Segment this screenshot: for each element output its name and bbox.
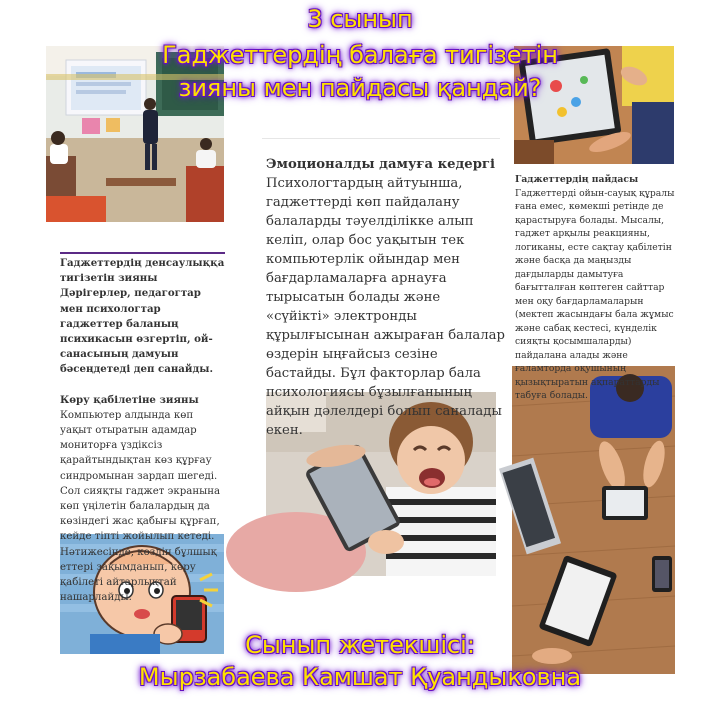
right-column bbox=[515, 173, 675, 403]
gadget-benefits-body: Гаджеттерді ойын-сауық құралы ғана емес, көмекші ретінде де қарастыруға болады. Мысалы, гаджет арқылы реакцияны, логиканы, есте сақтау қабілетін және басқа да маңызды дағдыларды дамытуға бағытталған көптеген сайттар мен оқу бағдарламаларын (мектеп жасындағы бала жұмыс және сабақ кестесі, күнделік сияқты қосымшаларды) пайдалана алады және ғаламторда оқушының қызықтыратын ақпараттарды табуға болады. bbox=[515, 187, 675, 401]
class-teacher-label: Сынып жетекшісі: bbox=[245, 631, 475, 659]
health-harm-heading: Гаджеттердің денсаулыққа тигізетін зияны bbox=[60, 257, 225, 285]
left-column-divider bbox=[60, 252, 225, 254]
emotional-development-body: Психологтардың айтуынша, гаджеттерді көп пайдалану балаларды тәуелділікке алып келіп, олар бос уақытын тек компьютерлік ойындар мен бағдарламаларға арнауға тырысатын болады және «сүйікті» электронды құрылғысынан ажыраған балалар өздерін ыңғайсыз сезіне бастайды. Бұл факторлар бала психологиясы бұзылғанының айқын дәлелдері болып саналады екен. bbox=[266, 176, 505, 438]
left-column bbox=[60, 256, 225, 604]
health-harm-intro: Дәрігерлер, педагогтар мен психологтар гаджеттер баланың психикасын өзгертіп, ой-санасының дамуын бәсеңдетеді деп санайды. bbox=[60, 287, 214, 376]
page-title-line2: зияны мен пайдасы қандай? bbox=[178, 74, 542, 102]
emotional-development-heading: Эмоционалды дамуға кедергі bbox=[266, 157, 496, 172]
class-teacher-name: Мырзабаева Камшат Қуандыковна bbox=[138, 663, 582, 691]
vision-harm-heading: Көру қабілетіне зияны bbox=[60, 393, 199, 406]
grade-label: 3 сынып bbox=[307, 5, 413, 33]
kids-devices-floor-photo bbox=[512, 366, 675, 674]
vision-harm-body: Компьютер алдында көп уақыт отыратын адамдар мониторға үздіксіз қарайтындықтан көз құрғау синдромынан зардап шегеді. Сол сияқты гаджет экранына көп үңілетін балалардың да көзіндегі жас қабығы құрғап, кейде тіпті жойылып кетеді. Нәтижесінде, көздің бұлшық еттері зақымданып, көру қабілеті айтарлықтай нашарлайды. bbox=[60, 409, 221, 604]
page-title-line1: Гаджеттердің балаға тигізетін bbox=[162, 41, 558, 69]
middle-column bbox=[266, 155, 506, 440]
middle-top-divider bbox=[262, 138, 500, 139]
gadget-benefits-heading: Гаджеттердің пайдасы bbox=[515, 174, 639, 185]
